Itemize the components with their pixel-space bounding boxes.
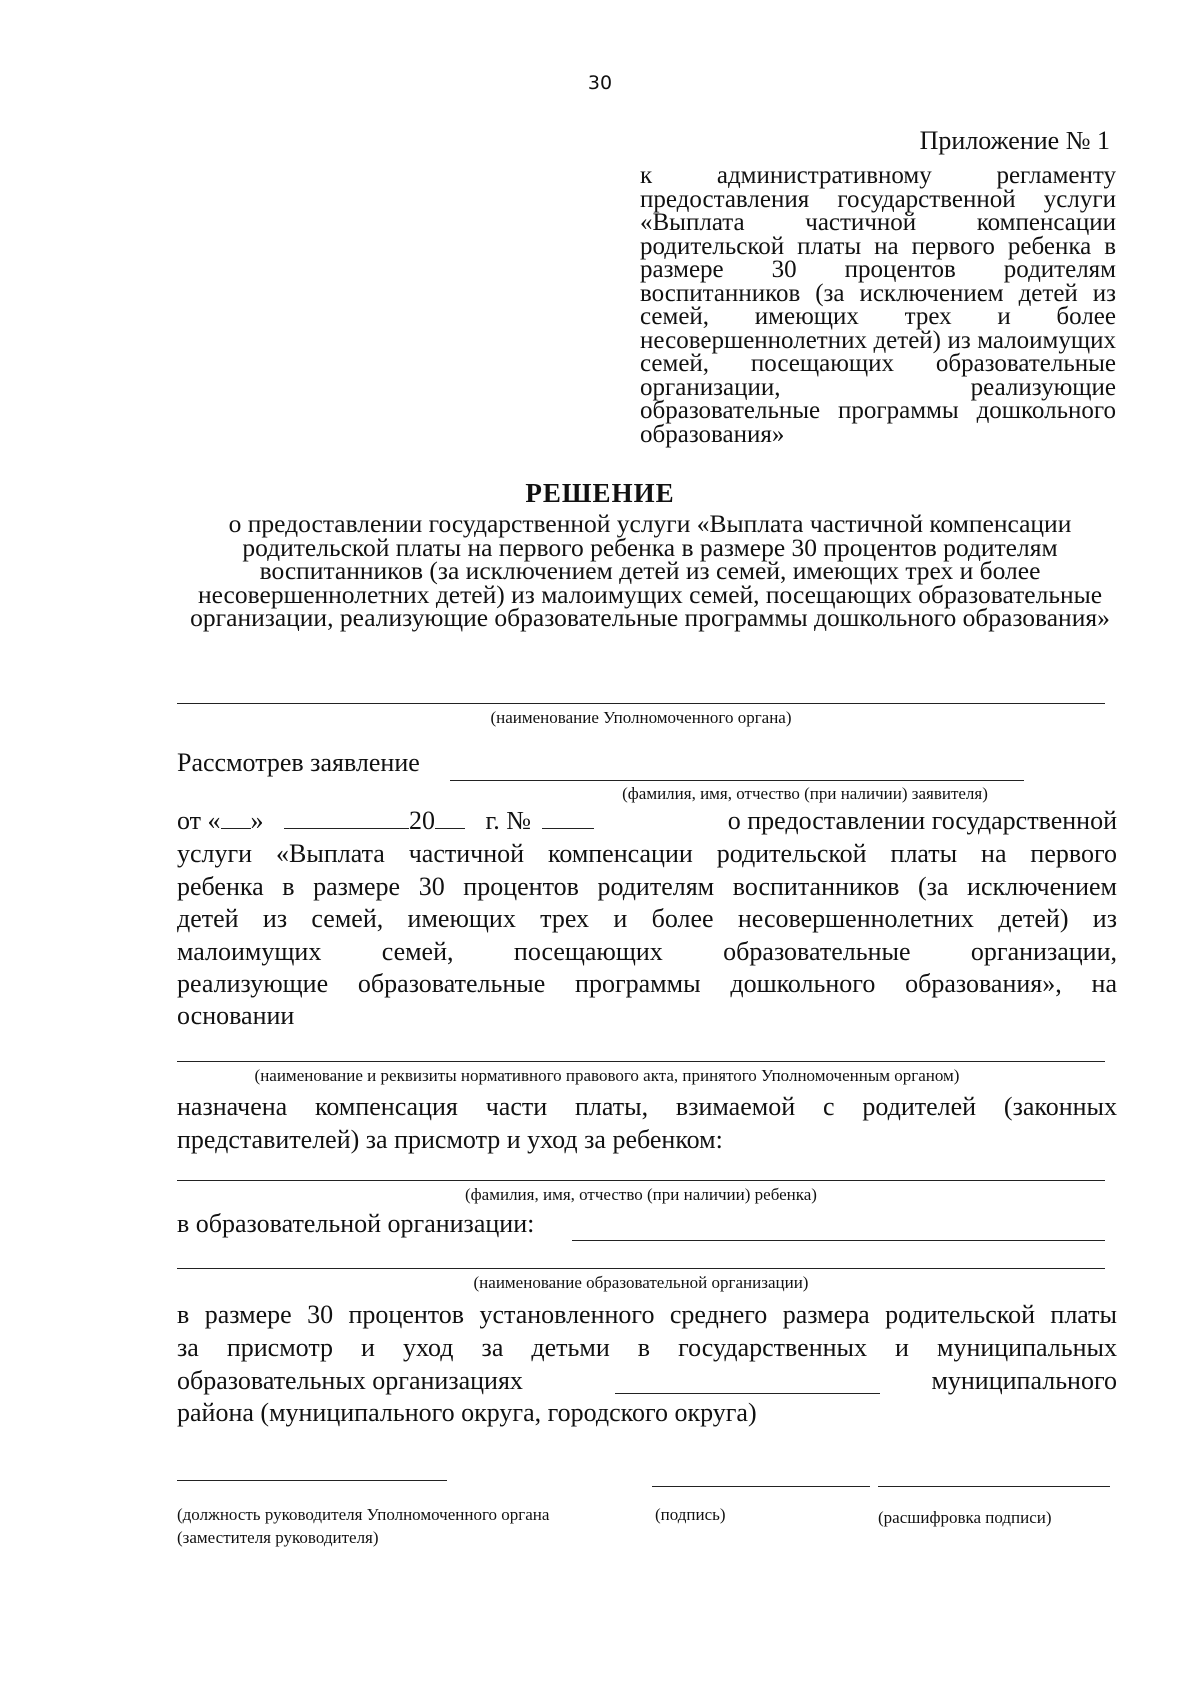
act-caption: (наименование и реквизиты нормативного правового акта, принятого Уполномоченным органом): [254, 1066, 960, 1085]
day-field[interactable]: [221, 810, 251, 829]
amount-line-4: района (муниципального округа, городского округа): [177, 1398, 757, 1427]
decision-heading: РЕШЕНИЕ: [525, 478, 675, 508]
municipality-line[interactable]: [615, 1393, 880, 1394]
service-tail: о предоставлении государственной: [727, 806, 1117, 835]
organization-inline-line[interactable]: [572, 1240, 1105, 1241]
signature-line[interactable]: [652, 1486, 870, 1487]
year-prefix: 20: [409, 806, 436, 835]
child-caption: (фамилия, имя, отчество (при наличии) ребенка): [465, 1185, 817, 1204]
decoding-line[interactable]: [878, 1486, 1110, 1487]
body-line-5: реализующие образовательные программы дошкольного образования», на: [177, 969, 1117, 998]
reviewed-application-label: Рассмотрев заявление: [177, 748, 420, 777]
organization-name-line[interactable]: [177, 1268, 1105, 1269]
assigned-line-2: представителей) за присмотр и уход за ребенком:: [177, 1125, 723, 1154]
year-field[interactable]: [435, 810, 465, 829]
signature-caption: (подпись): [655, 1505, 726, 1524]
authority-name-line[interactable]: [177, 703, 1105, 704]
month-field[interactable]: [284, 810, 409, 829]
in-organization-label: в образовательной организации:: [177, 1209, 535, 1238]
position-caption-line-1: (должность руководителя Уполномоченного органа: [177, 1505, 550, 1524]
date-quote-close: »: [250, 806, 264, 835]
authority-caption: (наименование Уполномоченного органа): [490, 708, 792, 727]
number-label: г. №: [485, 806, 532, 835]
body-line-1: услуги «Выплата частичной компенсации родительской платы на первого: [177, 839, 1117, 868]
amount-line-2: за присмотр и уход за детьми в государственных и муниципальных: [177, 1333, 1117, 1362]
amount-line-3a: образовательных организациях: [177, 1366, 523, 1395]
assigned-line-1: назначена компенсация части платы, взимаемой с родителей (законных: [177, 1092, 1117, 1121]
position-line[interactable]: [177, 1480, 447, 1481]
page-number: 30: [587, 72, 613, 94]
basis-label: основании: [177, 1001, 295, 1030]
position-caption: [177, 1503, 549, 1549]
applicant-caption: (фамилия, имя, отчество (при наличии) заявителя): [622, 784, 988, 803]
decision-subject: о предоставлении государственной услуги «Выплата частичной компенсации родительской платы на первого ребенка в размере 30 процентов родителям воспитанников (за исключением детей из семей, имеющих трех и более несовершеннолетних детей) из малоимущих семей, посещающих образовательные организации, реализующие образовательные программы дошкольного образования»: [190, 509, 1110, 632]
position-caption-line-2: (заместителя руководителя): [177, 1528, 379, 1547]
annex-title: Приложение № 1: [919, 126, 1110, 155]
annex-reference: к административному регламенту предоставления государственной услуги «Выплата частичной компенсации родительской платы на первого ребенка в размере 30 процентов родителям воспитанников (за исключением детей из семей, имеющих трех и более несовершеннолетних детей) из малоимущих семей, посещающих образовательные организации, реализующие образовательные программы дошкольного образования»: [640, 162, 1116, 448]
application-number-field[interactable]: [542, 810, 594, 829]
body-line-3: детей из семей, имеющих трех и более несовершеннолетних детей) из: [177, 904, 1117, 933]
amount-line-1: в размере 30 процентов установленного среднего размера родительской платы: [177, 1300, 1117, 1329]
body-line-4: малоимущих семей, посещающих образовательные организации,: [177, 937, 1117, 966]
date-from-label: от «: [177, 806, 221, 835]
applicant-name-line[interactable]: [450, 780, 1024, 781]
amount-line-3b: муниципального: [931, 1366, 1117, 1395]
application-date-line: [177, 806, 1117, 836]
body-line-2: ребенка в размере 30 процентов родителям воспитанников (за исключением: [177, 872, 1117, 901]
organization-caption: (наименование образовательной организации): [473, 1273, 809, 1292]
normative-act-line[interactable]: [177, 1061, 1105, 1062]
child-name-line[interactable]: [177, 1180, 1105, 1181]
decoding-caption: (расшифровка подписи): [878, 1508, 1052, 1527]
